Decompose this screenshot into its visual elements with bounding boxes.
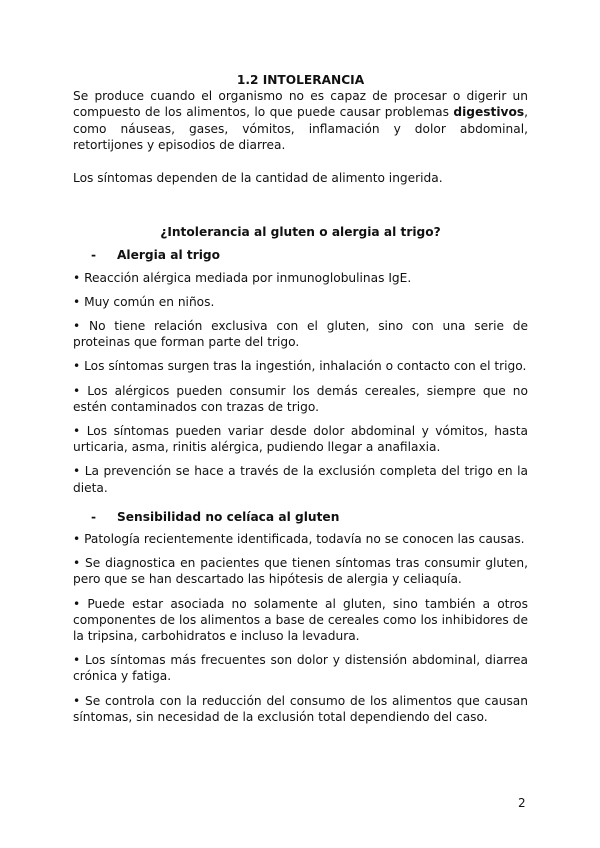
allergy-bullet: • Muy común en niños. (73, 294, 215, 309)
question-heading: ¿Intolerancia al gluten o alergia al trigo? (160, 225, 441, 240)
allergy-bullet: • Los alérgicos pueden consumir los demás cereales, siempre que no estén contaminados con trazas de trigo. (73, 383, 528, 414)
document-page (73, 72, 528, 725)
allergy-bullet: • Los síntomas surgen tras la ingestión, inhalación o contacto con el trigo. (73, 359, 527, 374)
intro-text-2: , como náuseas, gases, vómitos, inflamación y dolor abdominal, retortijones y episodios de diarrea. (73, 105, 528, 152)
page-number: 2 (518, 796, 526, 810)
sensitivity-heading (73, 509, 528, 525)
heading-dash: - (91, 248, 97, 263)
sensitivity-bullet: • Puede estar asociada no solamente al gluten, sino también a otros componentes de los alimentos a base de cereales como los inhibidores de la tripsina, carbohidratos e incluso la levadura. (73, 596, 528, 644)
intro-bold-word: digestivos (453, 105, 525, 120)
sensitivity-bullet: • Se diagnostica en pacientes que tienen síntomas tras consumir gluten, pero que se han descartado las hipótesis de alergia y celiaquía. (73, 556, 528, 587)
allergy-bullet: • Los síntomas pueden variar desde dolor abdominal y vómitos, hasta urticaria, asma, rinitis alérgica, pudiendo llegar a anafilaxia. (73, 424, 528, 455)
sensitivity-bullet: • Patología recientemente identificada, todavía no se conocen las causas. (73, 532, 525, 547)
intro-text-1: Se produce cuando el organismo no es capaz de procesar o digerir un compuesto de los alimentos, lo que puede causar problemas (73, 89, 528, 120)
sensitivity-heading-text: Sensibilidad no celíaca al gluten (117, 509, 340, 524)
allergy-bullet: • No tiene relación exclusiva con el gluten, sino con una serie de proteinas que forman parte del trigo. (73, 319, 528, 350)
allergy-heading (73, 247, 528, 263)
allergy-bullet: • Reacción alérgica mediada por inmunoglobulinas IgE. (73, 270, 412, 285)
allergy-bullet: • La prevención se hace a través de la exclusión completa del trigo en la dieta. (73, 464, 528, 495)
section-title: 1.2 INTOLERANCIA (236, 73, 365, 87)
allergy-heading-text: Alergia al trigo (117, 248, 221, 263)
intro-paragraph (73, 88, 528, 153)
heading-dash: - (91, 509, 97, 524)
sensitivity-bullet: • Los síntomas más frecuentes son dolor y distensión abdominal, diarrea crónica y fatiga. (73, 653, 528, 684)
symptoms-note: Los síntomas dependen de la cantidad de alimento ingerida. (73, 171, 443, 186)
sensitivity-bullet: • Se controla con la reducción del consumo de los alimentos que causan síntomas, sin necesidad de la exclusión total dependiendo del caso. (73, 693, 528, 724)
